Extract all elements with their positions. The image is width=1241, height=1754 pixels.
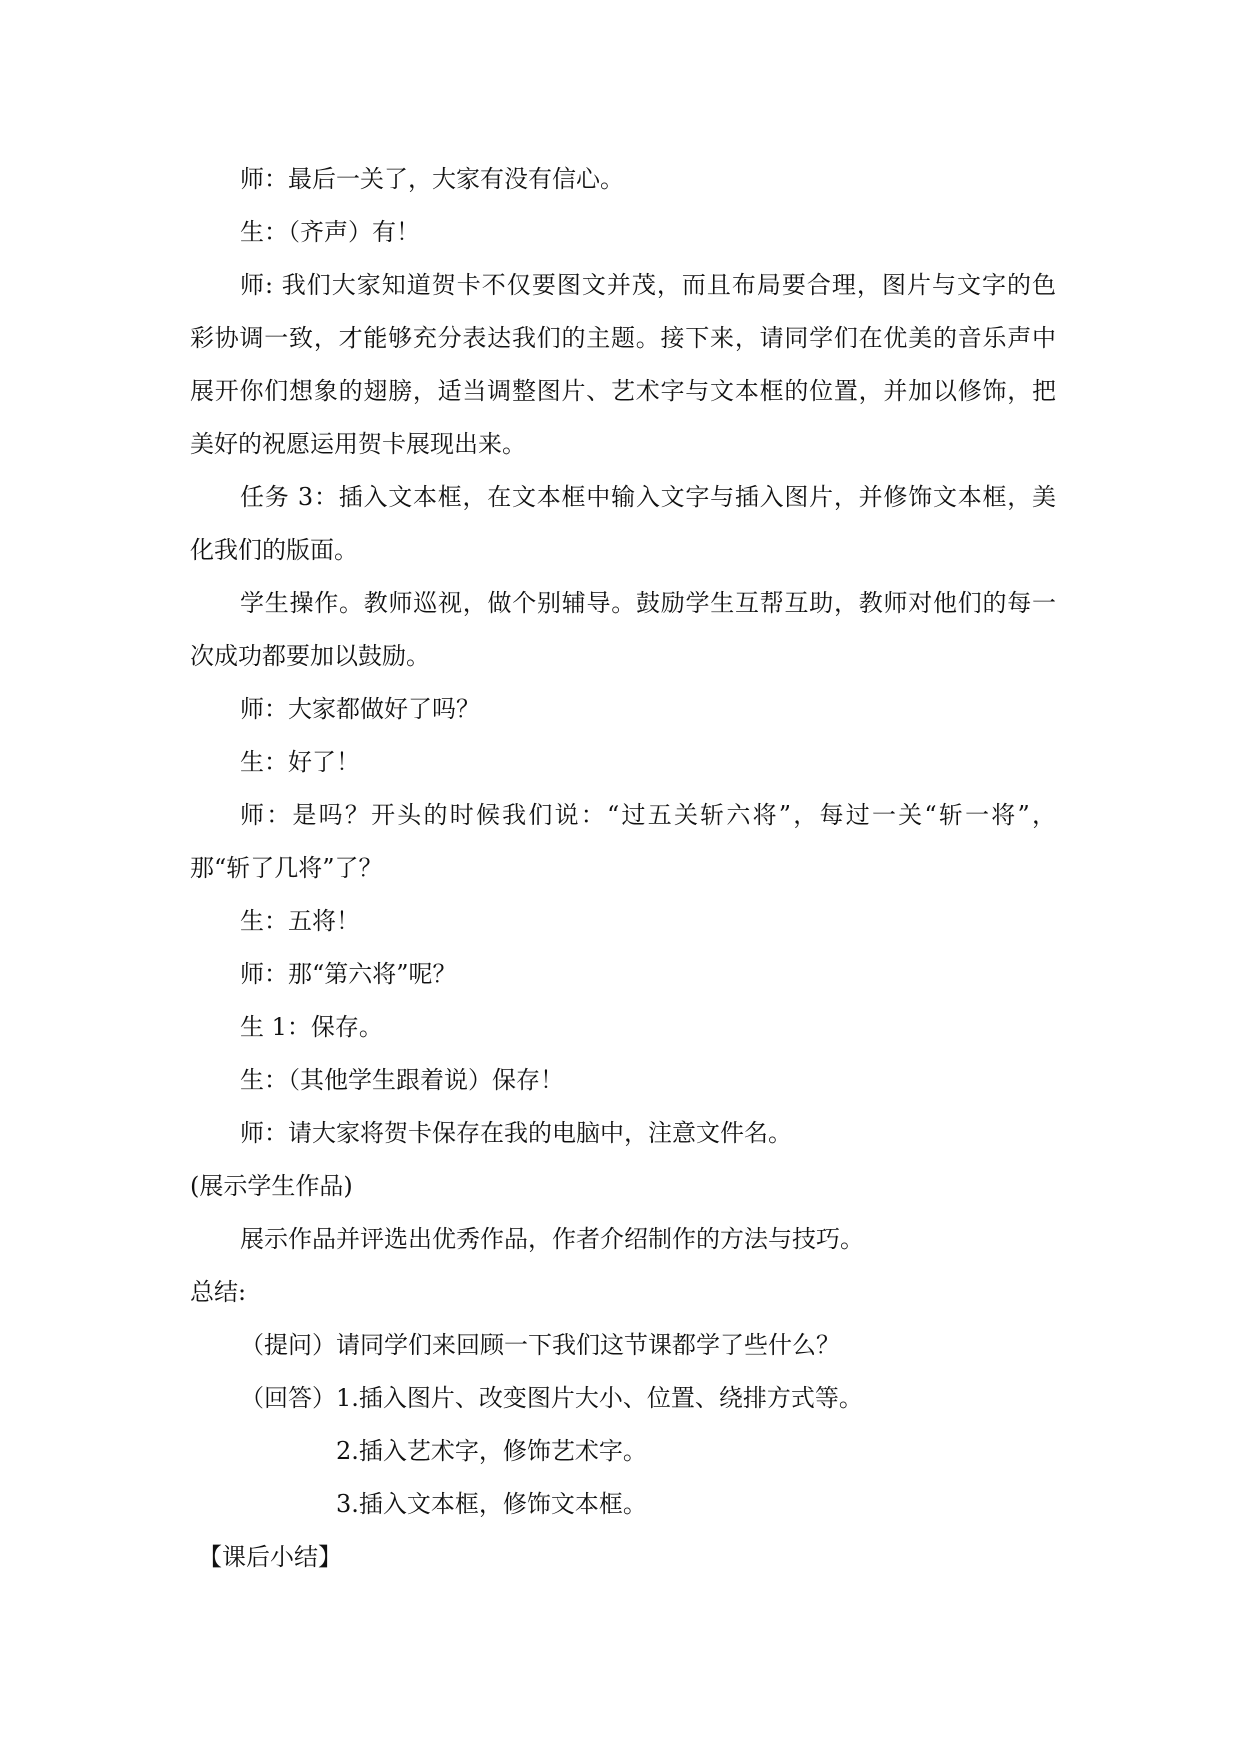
line-9: 学生操作。教师巡视，做个别辅导。鼓励学生互帮互助，教师对他们的每一 [240, 589, 1056, 617]
line-18: 生：（其他学生跟着说）保存！ [240, 1066, 564, 1094]
line-25: 2.插入艺术字，修饰艺术字。 [336, 1437, 647, 1465]
line-20: (展示学生作品) [190, 1172, 353, 1200]
line-5: 展开你们想象的翅膀，适当调整图片、艺术字与文本框的位置，并加以修饰，把 [190, 377, 1056, 405]
line-15: 生：五将！ [240, 907, 360, 935]
line-23: （提问）请同学们来回顾一下我们这节课都学了些什么？ [240, 1331, 840, 1359]
line-3: 师: 我们大家知道贺卡不仅要图文并茂，而且布局要合理，图片与文字的色 [240, 271, 1056, 299]
line-22: 总结: [190, 1278, 247, 1306]
line-12: 生：好了！ [240, 748, 360, 776]
line-14: 那“斩了几将”了？ [190, 854, 383, 882]
line-11: 师：大家都做好了吗？ [240, 695, 480, 723]
line-1: 师：最后一关了，大家有没有信心。 [240, 165, 624, 193]
line-7: 任务 3：插入文本框，在文本框中输入文字与插入图片，并修饰文本框，美 [240, 483, 1056, 511]
line-16: 师：那“第六将”呢？ [240, 960, 457, 988]
line-17: 生 1：保存。 [240, 1013, 383, 1041]
line-26: 3.插入文本框，修饰文本框。 [336, 1490, 647, 1518]
line-19: 师：请大家将贺卡保存在我的电脑中，注意文件名。 [240, 1119, 792, 1147]
line-10: 次成功都要加以鼓励。 [190, 642, 430, 670]
line-13: 师：是吗？开头的时候我们说：“过五关斩六将”，每过一关“斩一将”， [240, 801, 1056, 829]
line-24: （回答）1.插入图片、改变图片大小、位置、绕排方式等。 [240, 1384, 863, 1412]
line-4: 彩协调一致，才能够充分表达我们的主题。接下来，请同学们在优美的音乐声中 [190, 324, 1056, 352]
line-21: 展示作品并评选出优秀作品，作者介绍制作的方法与技巧。 [240, 1225, 864, 1253]
line-6: 美好的祝愿运用贺卡展现出来。 [190, 430, 526, 458]
section-heading: 【课后小结】 [198, 1543, 342, 1571]
line-2: 生：（齐声）有！ [240, 218, 420, 246]
line-8: 化我们的版面。 [190, 536, 358, 564]
